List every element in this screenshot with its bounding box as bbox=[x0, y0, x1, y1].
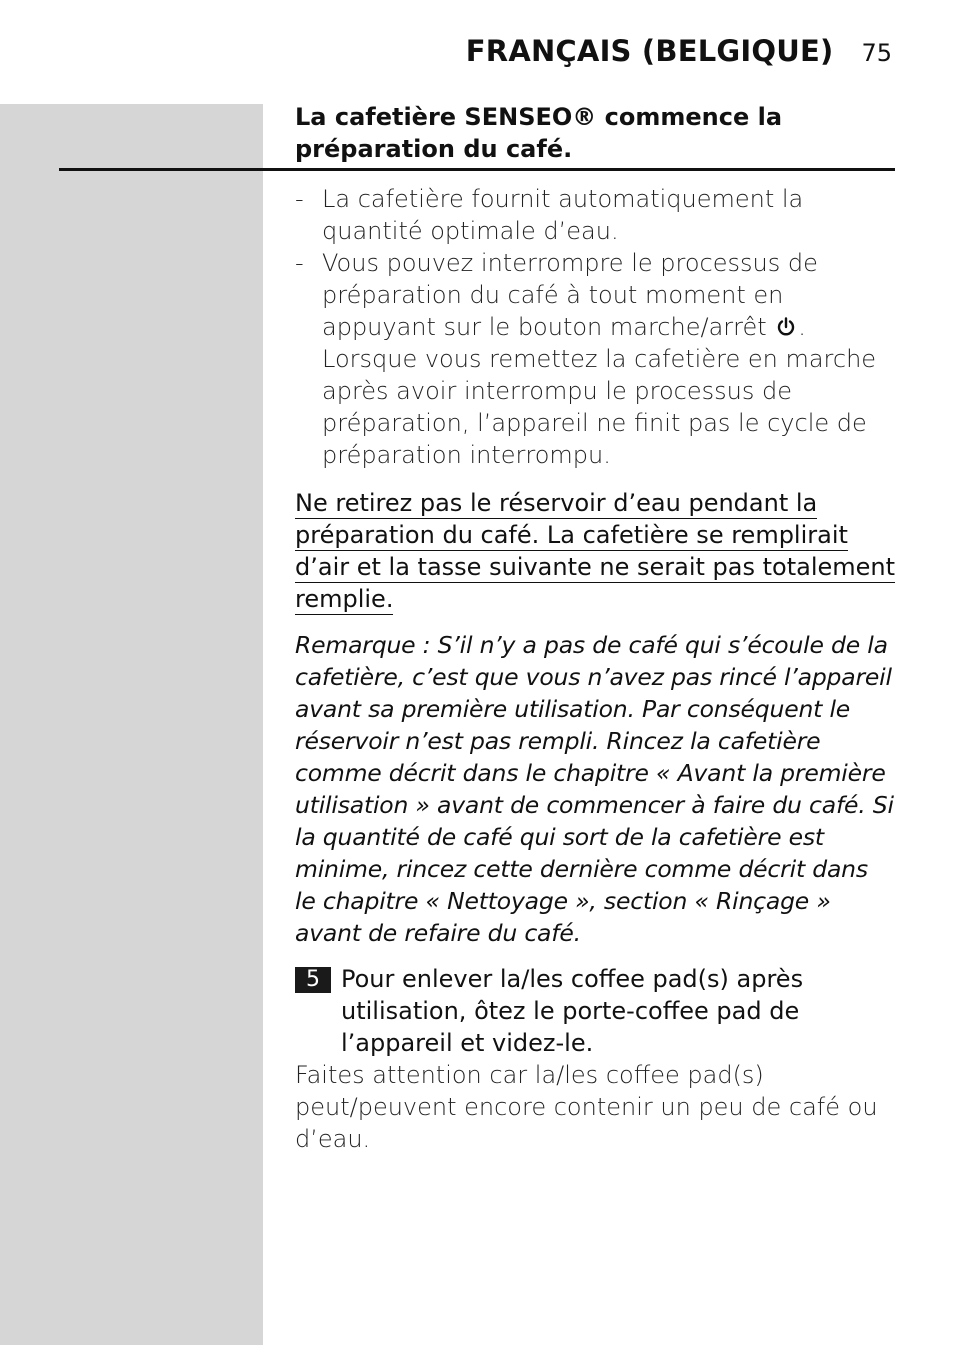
bullet-dash: - bbox=[295, 185, 304, 213]
bullet-text: La cafetière fournit automatiquement la quantité optimale d’eau. bbox=[322, 185, 804, 245]
remark-note: Remarque : S’il n’y a pas de café qui s’écoule de la cafetière, c’est que vous n’avez pas rincé l’appareil avant sa première utilisation. Par conséquent le réservoir n’est pas rempli. Rincez la cafetière comme décrit dans le chapitre « Avant la première utilisation » avant de commencer à faire du café. Si la quantité de café qui sort de la cafetière est minime, rincez cette dernière comme décrit dans le chapitre « Nettoyage », section « Rinçage » avant de refaire du café. bbox=[295, 631, 894, 947]
warning-line: d’air et la tasse suivante ne serait pas totalement bbox=[295, 553, 896, 581]
warning-line: remplie. bbox=[295, 585, 394, 613]
warning-block bbox=[295, 487, 895, 615]
step-heading: La cafetière SENSEO® commence la préparation du café. bbox=[295, 103, 783, 163]
warning-line: préparation du café. La cafetière se remplirait bbox=[295, 521, 848, 549]
bullet-dash: - bbox=[295, 249, 304, 277]
followup-text: Faites attention car la/les coffee pad(s) peut/peuvent encore contenir un peu de café ou d’eau. bbox=[295, 1061, 878, 1153]
bullet-text-continued: . Lorsque vous remettez la cafetière en marche après avoir interrompu le processus de préparation, l’appareil ne finit pas le cycle de préparation interrompu. bbox=[322, 313, 877, 469]
page-number: 75 bbox=[861, 39, 892, 67]
bullet-item bbox=[295, 183, 895, 247]
bullet-list bbox=[295, 183, 895, 471]
page-margin-band bbox=[0, 104, 263, 1345]
bullet-item bbox=[295, 247, 895, 471]
heading-rule bbox=[59, 168, 895, 171]
step-text: Pour enlever la/les coffee pad(s) après utilisation, ôtez le porte-coffee pad de l’appareil et videz-le. bbox=[341, 965, 804, 1057]
page-header bbox=[466, 34, 892, 68]
warning-line: Ne retirez pas le réservoir d’eau pendant la bbox=[295, 489, 818, 517]
bullet-text: Vous pouvez interrompre le processus de préparation du café à tout moment en appuyant sur le bouton marche/arrêt bbox=[322, 249, 818, 341]
power-icon bbox=[776, 317, 796, 337]
step-5 bbox=[295, 963, 895, 1059]
section-language-title: FRANÇAIS (BELGIQUE) bbox=[465, 34, 834, 68]
step-number-badge: 5 bbox=[295, 967, 331, 993]
main-content bbox=[295, 183, 895, 1155]
